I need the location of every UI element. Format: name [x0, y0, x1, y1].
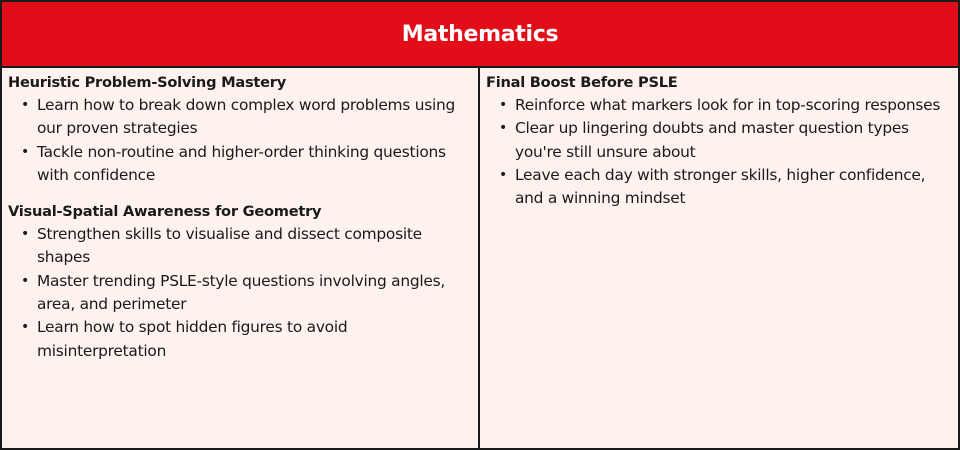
- bullet-icon: •: [499, 120, 508, 137]
- section-title: Final Boost Before PSLE: [486, 74, 678, 91]
- bullet-item: [8, 223, 472, 270]
- bullet-text: Reinforce what markers look for in top-scoring responses: [515, 96, 941, 114]
- bullet-item: [486, 94, 952, 117]
- section-visual-spatial-geometry: [8, 200, 472, 363]
- bullet-icon: •: [21, 143, 30, 160]
- bullet-list: [8, 223, 472, 363]
- section-heuristic-problem-solving: [8, 71, 472, 187]
- bullet-icon: •: [21, 226, 30, 243]
- bullet-icon: •: [499, 97, 508, 113]
- bullet-text: Master trending PSLE-style questions involving angles, area, and perimeter: [37, 271, 446, 314]
- bullet-text: Learn how to spot hidden figures to avoid misinterpretation: [37, 318, 348, 360]
- bullet-item: [8, 94, 472, 141]
- bullet-item: [8, 141, 472, 188]
- section-title: Visual-Spatial Awareness for Geometry: [8, 203, 322, 221]
- bullet-icon: •: [21, 97, 30, 113]
- bullet-text: Learn how to break down complex word problems using our proven strategies: [37, 96, 456, 138]
- bullet-text: Strengthen skills to visualise and dissect composite shapes: [37, 225, 422, 267]
- bullet-list: [8, 94, 472, 187]
- bullet-icon: •: [21, 319, 30, 336]
- bullet-text: Tackle non-routine and higher-order thinking questions with confidence: [37, 142, 446, 184]
- section-title: Heuristic Problem-Solving Mastery: [8, 74, 286, 91]
- bullet-text: Clear up lingering doubts and master question types you're still unsure about: [515, 119, 909, 161]
- left-column: [2, 68, 480, 448]
- bullet-icon: •: [21, 272, 30, 289]
- bullet-item: [8, 270, 472, 317]
- header-title: Mathematics: [401, 21, 559, 47]
- section-final-boost: [486, 71, 952, 210]
- bullet-item: [8, 316, 472, 363]
- table-header: [2, 2, 958, 68]
- bullet-text: Leave each day with stronger skills, higher confidence, and a winning mindset: [515, 165, 926, 208]
- bullet-list: [486, 94, 952, 210]
- bullet-icon: •: [499, 166, 508, 183]
- bullet-item: [486, 117, 952, 164]
- bullet-item: [486, 164, 952, 211]
- right-column: [480, 68, 958, 448]
